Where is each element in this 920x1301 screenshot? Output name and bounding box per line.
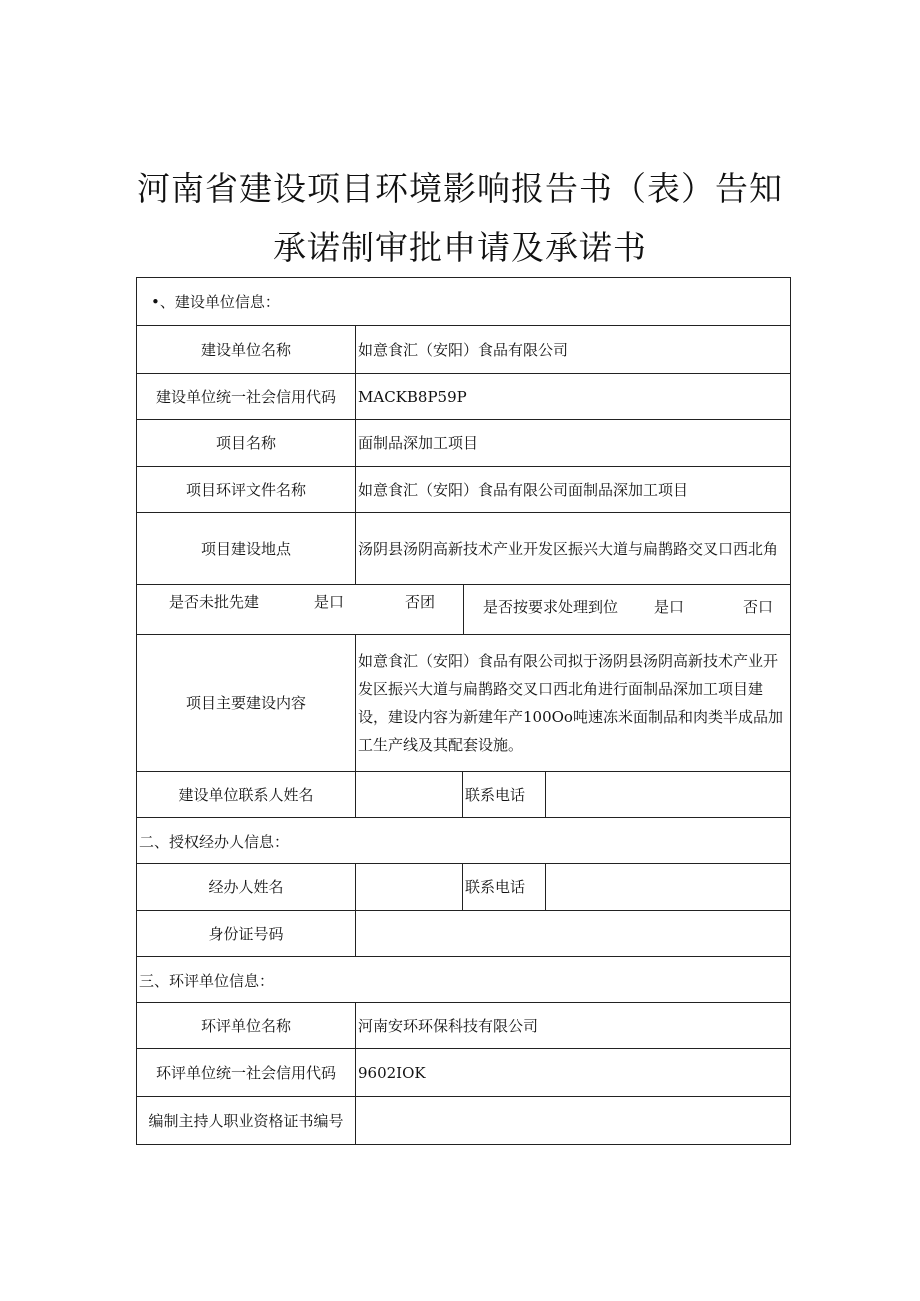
agent-name-input[interactable] [356, 864, 462, 910]
certificate-number-label: 编制主持人职业资格证书编号 [148, 1111, 344, 1130]
contact-name-input[interactable] [356, 772, 462, 817]
contact-phone-input[interactable] [546, 772, 790, 817]
unapproved-no-checkbox[interactable]: 否团 [405, 593, 436, 611]
project-name-value[interactable]: 面制品深加工项目 [358, 434, 479, 452]
section-heading-builder-info: •、建设单位信息： [151, 293, 280, 311]
eia-credit-code-label: 环评单位统一社会信用代码 [155, 1063, 336, 1082]
project-name-label: 项目名称 [215, 434, 276, 452]
id-number-label: 身份证号码 [208, 924, 284, 943]
agent-phone-label: 联系电话 [465, 878, 526, 896]
unapproved-yes-checkbox[interactable]: 是口 [314, 593, 345, 611]
section-heading-agent-info: 二、授权经办人信息： [139, 833, 290, 851]
handled-properly-label: 是否按要求处理到位 [483, 598, 619, 616]
credit-code-label: 建设单位统一社会信用代码 [155, 387, 336, 406]
contact-phone-label: 联系电话 [465, 785, 526, 804]
credit-code-value[interactable]: MACKB8P59P [358, 387, 467, 406]
agent-phone-input[interactable] [546, 864, 790, 910]
contact-name-label: 建设单位联系人姓名 [178, 785, 314, 804]
eia-file-name-label: 项目环评文件名称 [185, 480, 306, 499]
project-location-label: 项目建设地点 [200, 539, 291, 558]
main-content-text: 如意食汇（安阳）食品有限公司拟于汤阴县汤阴高新技术产业开发区振兴大道与扁鹊路交叉口西北角进行面制品深加工项目建设，建设内容为新建年产100Oo吨速冻米面制品和肉类半成品加工生产线及其配套设施。 [358, 652, 783, 754]
handled-yes-checkbox[interactable]: 是口 [654, 598, 685, 616]
document-title-line-1: 河南省建设项目环境影响报告书（表）告知 [137, 169, 783, 208]
certificate-number-input[interactable] [356, 1097, 790, 1144]
id-number-input[interactable] [356, 911, 790, 956]
main-content-value[interactable] [356, 635, 790, 771]
agent-name-label: 经办人姓名 [208, 878, 284, 896]
handled-no-checkbox[interactable]: 否口 [743, 598, 774, 616]
main-content-label: 项目主要建设内容 [185, 694, 306, 712]
document-title-line-2: 承诺制审批申请及承诺书 [273, 228, 647, 267]
unit-name-value[interactable]: 如意食汇（安阳）食品有限公司 [358, 340, 569, 359]
project-location-value[interactable] [356, 513, 790, 584]
section-heading-eia-unit-info: 三、环评单位信息： [139, 972, 275, 990]
unit-name-label: 建设单位名称 [200, 340, 291, 359]
eia-credit-code-value[interactable]: 9602IOK [358, 1063, 426, 1082]
eia-unit-name-label: 环评单位名称 [200, 1016, 291, 1035]
eia-file-name-value[interactable]: 如意食汇（安阳）食品有限公司面制品深加工项目 [358, 480, 689, 499]
unapproved-build-label: 是否未批先建 [169, 593, 260, 611]
project-location-text: 汤阴县汤阴高新技术产业开发区振兴大道与扁鹊路交叉口西北角 [358, 539, 779, 558]
application-form-table [136, 277, 791, 1145]
eia-unit-name-value[interactable]: 河南安环环保科技有限公司 [358, 1016, 539, 1035]
